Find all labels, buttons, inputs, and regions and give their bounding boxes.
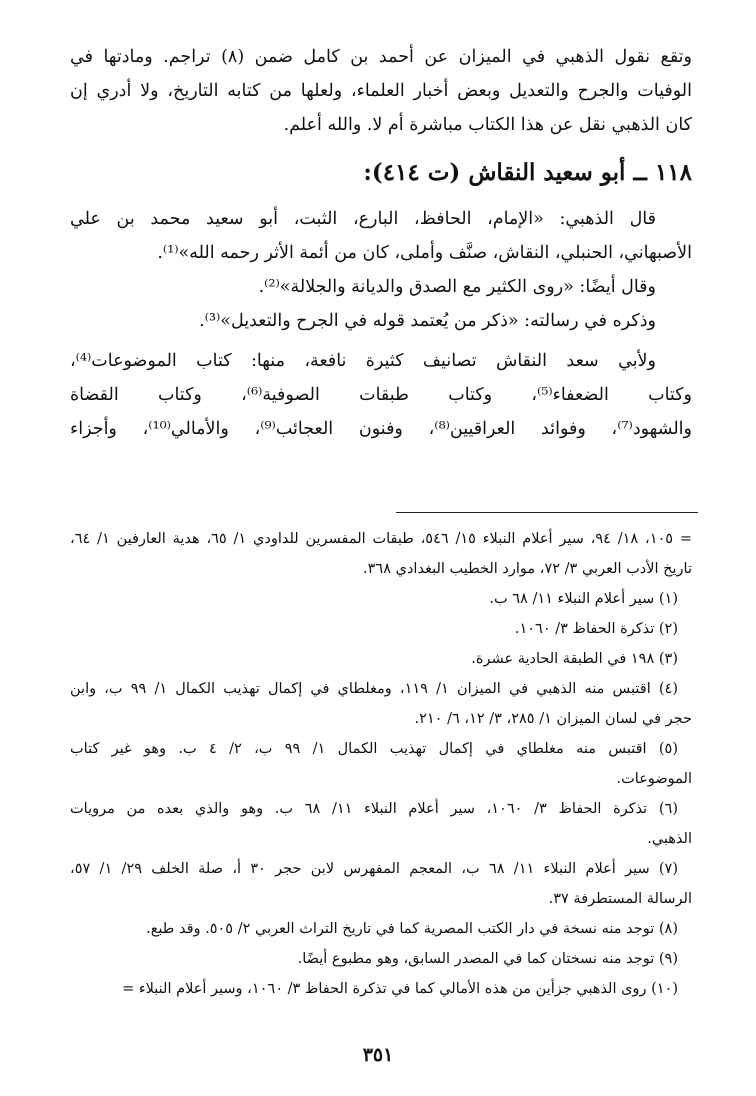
footnote-7-cont: الرسالة المستطرفة ٣٧. [548, 891, 692, 907]
footnote-7: (٧) سير أعلام النبلاء ١١/ ٦٨ ب، المعجم المفهرس لابن حجر ٣٠ أ، صلة الخلف ٢٩/ ١/ ٥٧، [70, 861, 678, 877]
intro-line-3: كان الذهبي نقل عن هذا الكتاب مباشرة أم لا. والله أعلم. [283, 115, 692, 135]
footnote-cont-2: تاريخ الأدب العربي ٣/ ٧٢، موارد الخطيب البغدادي ٣٦٨. [363, 561, 692, 577]
works-line-3: والشهود⁽⁷⁾، وفوائد العراقيين⁽⁸⁾، وفنون العجائب⁽⁹⁾، والأمالي⁽¹⁰⁾، وأجزاء [70, 419, 692, 439]
works-line-2: وكتاب الضعفاء⁽⁵⁾، وكتاب طبقات الصوفية⁽⁶⁾، وكتاب القضاة [70, 385, 692, 405]
page-number: ٣٥١ [362, 1044, 394, 1066]
quote-line-4: وذكره في رسالته: «ذكر من يُعتمد قوله في الجرح والتعديل»⁽³⁾. [199, 311, 656, 331]
footnote-9: (٩) توجد منه نسختان كما في المصدر السابق، وهو مطبوع أيضًا. [297, 951, 678, 967]
footnote-4-cont: حجر في لسان الميزان ١/ ٢٨٥، ٣/ ١٢، ٦/ ٢١٠. [414, 711, 692, 727]
works-line-1: ولأبي سعد النقاش تصانيف كثيرة نافعة، منها: كتاب الموضوعات⁽⁴⁾، [70, 351, 656, 371]
footnote-10: (١٠) روى الذهبي جزأين من هذه الأمالي كما في تذكرة الحفاظ ٣/ ١٠٦٠، وسير أعلام النبلاء = [122, 981, 678, 997]
footnote-6: (٦) تذكرة الحفاظ ٣/ ١٠٦٠، سير أعلام النبلاء ١١/ ٦٨ ب. وهو والذي بعده من مرويات [70, 801, 679, 817]
footnote-cont-1: = ١٠٥، ١٨/ ٩٤، سير أعلام النبلاء ١٥/ ٥٤٦، طبقات المفسرين للداودي ١/ ٦٥، هدية العارفين ١/ ٦٤، [70, 531, 692, 547]
intro-line-1: وتقع نقول الذهبي في الميزان عن أحمد بن كامل ضمن (٨) تراجم. ومادتها في [70, 47, 692, 67]
footnote-4: (٤) اقتبس منه الذهبي في الميزان ١/ ١١٩، ومغلطاي في إكمال تهذيب الكمال ١/ ٩٩ ب، وابن [70, 681, 678, 697]
footnote-3: (٣) ١٩٨ في الطبقة الحادية عشرة. [471, 651, 678, 667]
footnotes [70, 524, 692, 1004]
section-heading: ١١٨ ــ أبو سعيد النقاش (ت ٤١٤): [363, 159, 692, 186]
footnote-separator [396, 512, 698, 513]
quote-line-3: وقال أيضًا: «روى الكثير مع الصدق والديانة والجلالة»⁽²⁾. [258, 277, 656, 297]
quote-line-1: قال الذهبي: «الإمام، الحافظ، البارع، الثبت، أبو سعيد محمد بن علي [70, 209, 656, 229]
intro-line-2: الوفيات والجرح والتعديل وبعض أخبار العلماء، ولعلها من كتابه التاريخ، ولا أدري إن [70, 81, 692, 101]
footnote-2: (٢) تذكرة الحفاظ ٣/ ١٠٦٠. [514, 621, 678, 637]
footnote-8: (٨) توجد منه نسخة في دار الكتب المصرية كما في تاريخ التراث العربي ٢/ ٥٠٥. وقد طبع. [146, 921, 678, 937]
footnote-1: (١) سير أعلام النبلاء ١١/ ٦٨ ب. [489, 591, 678, 607]
main-text [70, 40, 692, 446]
quote-line-2: الأصبهاني، الحنبلي، النقاش، صنَّف وأملى، كان من أئمة الأثر رحمه الله»⁽¹⁾. [157, 243, 692, 263]
footnote-5: (٥) اقتبس منه مغلطاي في إكمال تهذيب الكمال ١/ ٩٩ ب، ٢/ ٤ ب. وهو غير كتاب [70, 741, 678, 757]
footnote-6-cont: الذهبي. [647, 831, 692, 847]
footnote-5-cont: الموضوعات. [616, 771, 692, 787]
